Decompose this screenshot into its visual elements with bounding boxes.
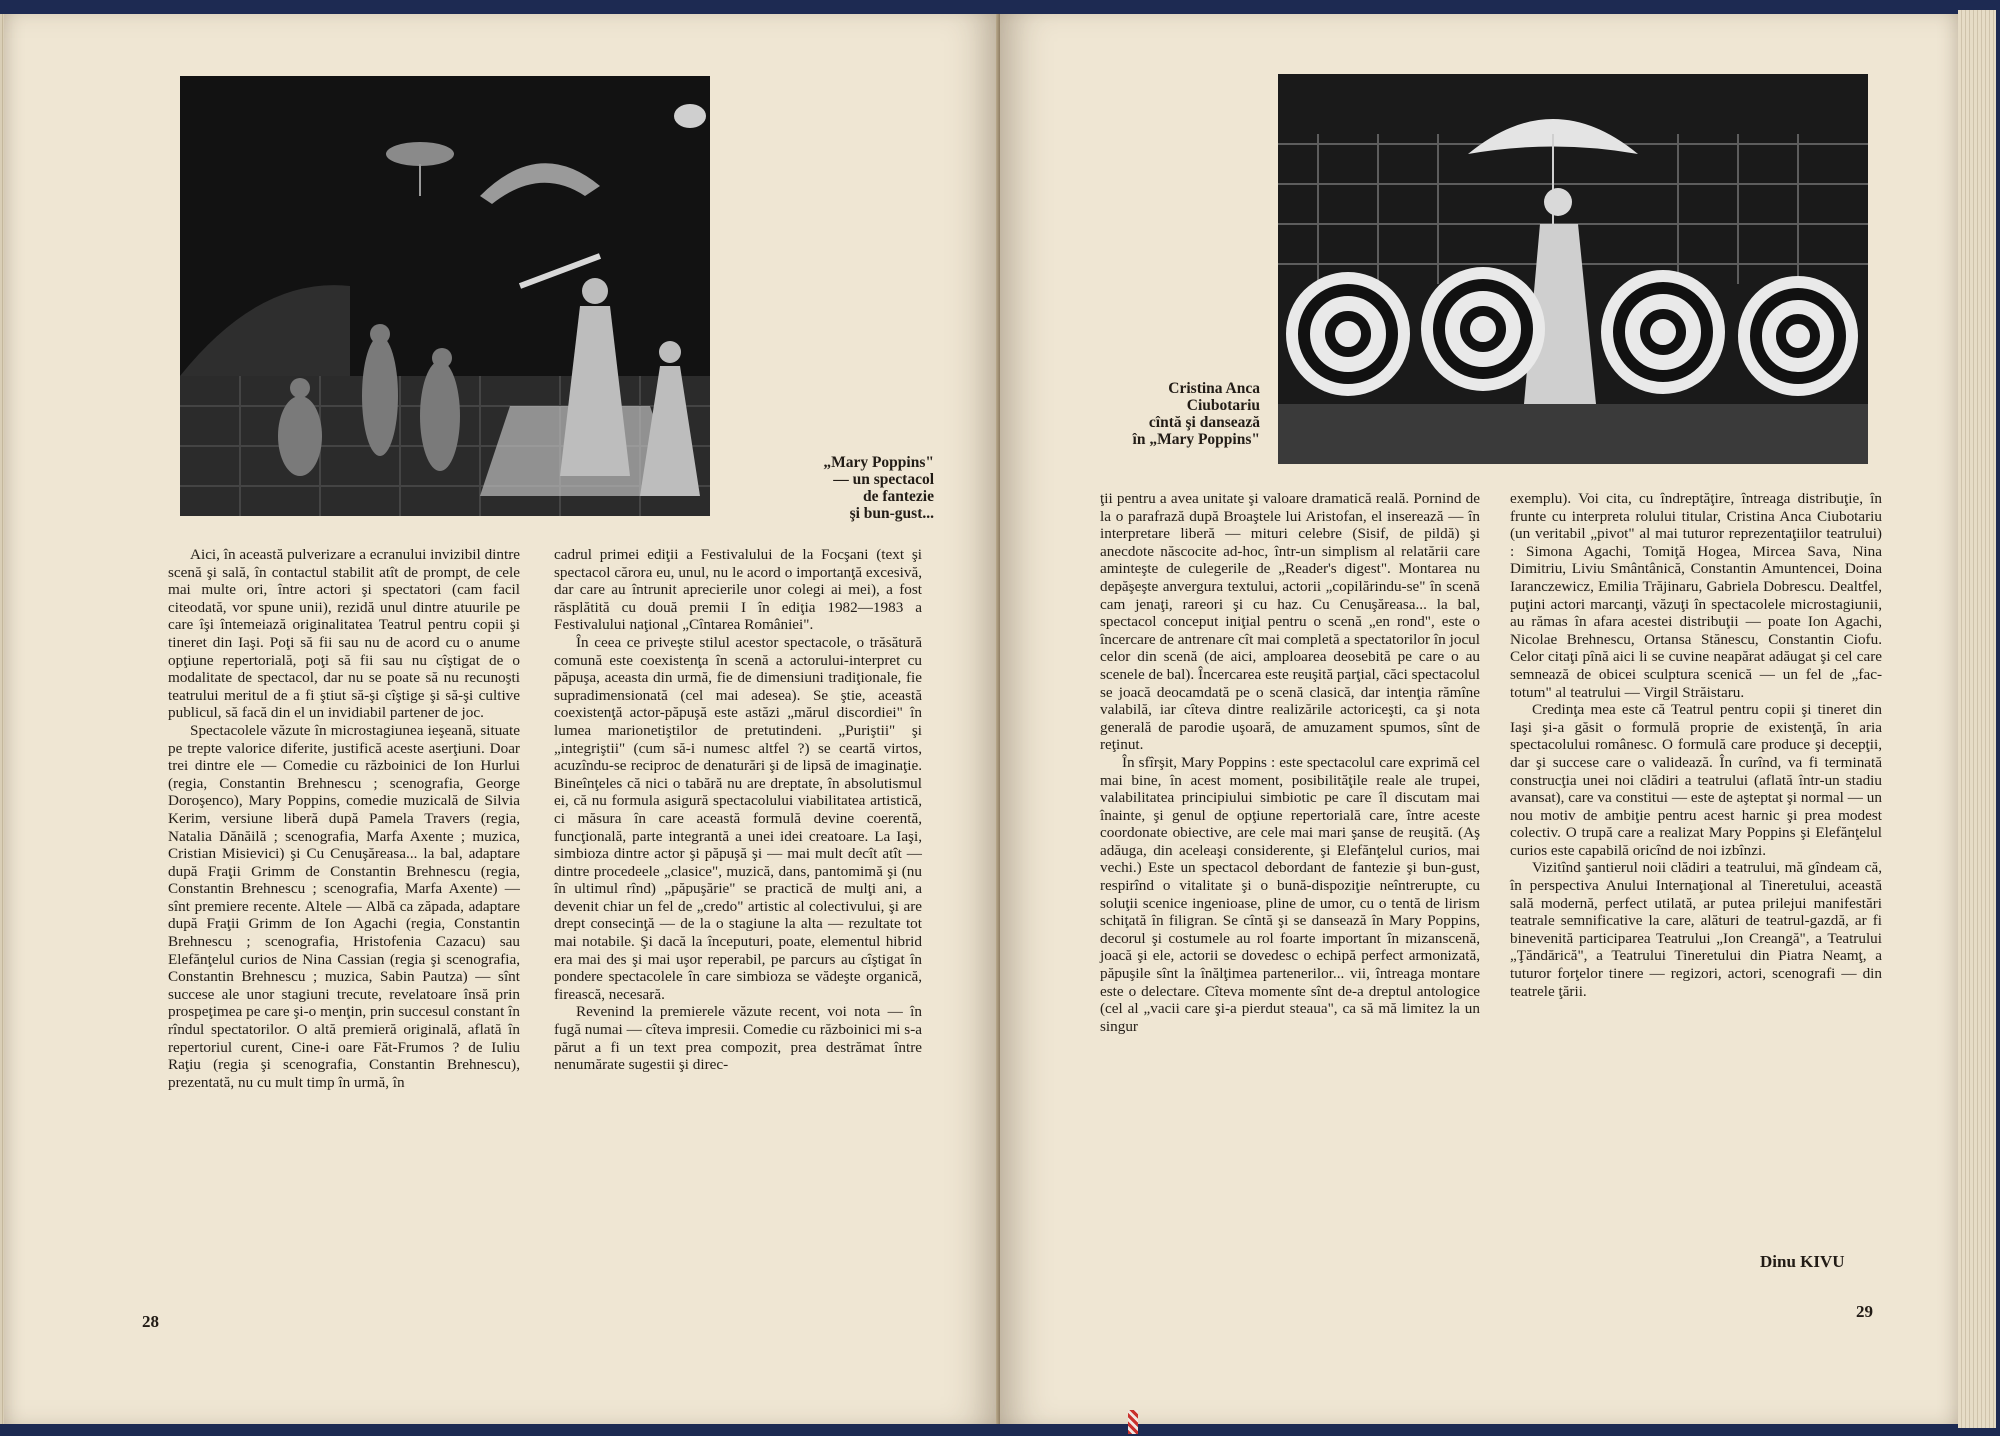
page-edges-right [1958,10,1996,1428]
author-signature: Dinu KIVU [1760,1252,1845,1271]
photo-caption: „Mary Poppins" — un spectacol de fantezie şi bun-gust... [823,454,934,522]
paragraph: exemplu). Voi cita, cu îndreptăţire, întreaga distribuţie, în frunte cu interpreta rolului titular, Cristina Anca Ciubotariu (un veritabil „pivot" al mai tuturor reprezentaţiilor teatrului) : Simona Agachi, Tomiţă Hogea, Mircea Sava, Nina Dimitriu, Liviu Smântânică, Constantin Amuntencei, Doina Iaranczewicz, Emilia Trăjinaru, Gabriela Dobrescu. Dealtfel, puţini actori marcanţi, văzuţi în spectacolele microstagiunii, au rămas în afara acestei distribuţii — poate Ion Agachi, Nicolae Brehnescu, Ortansa Stănescu, Constantin Ciofu. Celor citaţi pînă aici li se cuvine neapărat adăugat şi cel care semnează de obicei sculptura scenică — un fel de „fac-totum" al teatrului — Virgil Străistaru. [1510,490,1882,701]
paragraph: cadrul primei ediţii a Festivalului de la Focşani (text şi spectacol cărora eu, unul, nu le acord o importanţă excesivă, dar care au întrunit aprecierile unor colegi ai mei), a fost răsplătită cu două premii I în ediţia 1982—1983 a Festivalului naţional „Cîntarea României". [554,546,922,634]
paragraph: Aici, în această pulverizare a ecranului invizibil dintre scenă şi sală, în contactul stabilit atît de prompt, de cele mai multe ori, între actori şi spectatori (cam facil citeodată, vor spune unii), rezidă unul dintre atuurile pe care îşi întemeiază originalitatea Teatrul pentru copii şi tineret din Iaşi. Poţi să fii sau nu de acord cu o anume opţiune repertorială, poţi să fii sau nu cîştigat de o modalitate de spectacol, dar nu se poate să nu recunoşti teatrului meritul de a fi ştiut să-şi cîştige şi să-şi cultive publicul, să facă din el un invidiabil partener de joc. [168,546,520,722]
paragraph: Revenind la premierele văzute recent, voi nota — în fugă numai — cîteva impresii. Comedie cu războinici mi s-a părut a fi un text prea compozit, prea destrămat între nenumărate sugestii şi direc- [554,1003,922,1074]
page-number: 28 [142,1312,159,1331]
left-page [4,14,998,1424]
article-column-2 [554,546,922,1074]
paragraph: Spectacolele văzute în microstagiunea ieşeană, situate pe trepte valorice diferite, justifică aceste aserţiuni. Doar trei dintre ele — Comedie cu războinici de Ion Hurlui (regia, Constantin Brehnescu ; scenografia, George Doroşenco), Mary Poppins, comedie muzicală de Silvia Kerim, versiune liberă după Pamela Travers (regia, Natalia Dănăilă ; scenografia, Marfa Axente ; muzica, Cristian Misievici) şi Cu Cenuşăreasa... la bal, adaptare după Fraţii Grimm de Constantin Brehnescu (regia, Constantin Brehnescu ; scenografia, Marfa Axente) — sînt premiere recente. Altele — Albă ca zăpada, adaptare după Fraţii Grimm de Ion Agachi (regia, Constantin Brehnescu ; scenografia, Hristofenia Cazacu) sau Elefănţelul curios de Nina Cassian (regia şi scenografia, Constantin Brehnescu ; muzica, Sabin Pautza) — sînt succese ale unor stagiuni trecute, revelatoare însă prin prospeţimea pe care şi-o menţin, prin succesul constant în rîndul spectatorilor. O altă premieră originală, aflată în repertoriul curent, Cine-i oare Făt-Frumos ? de Iuliu Raţiu (regia şi scenografia, Constantin Brehnescu), prezentată, nu cu mult timp în urmă, în [168,721,520,1091]
right-page [1000,14,1958,1424]
paragraph: Vizitînd şantierul noii clădiri a teatrului, mă gîndeam că, în perspectiva Anului Internaţional al Tineretului, această sală modernă, perfect utilată, ar putea prilejui manifestări teatrale semnificative la care, alături de teatrul-gazdă, ar fi binevenită participarea Teatrului „Ion Creangă", a Teatrului „Ţăndărică", a Teatrului Tineretului din Piatra Neamţ, a tuturor forţelor tinere — regizori, actori, scenografi — din teatrele ţării. [1510,859,1882,1000]
paragraph: ţii pentru a avea unitate şi valoare dramatică reală. Pornind de la o parafrază după Broaştele lui Aristofan, el inserează — în interpretare liberă — mituri celebre (Sisif, de pildă) şi anecdote născocite ad-hoc, într-un simplism al relatării care aminteşte de culegerile de „Reader's digest". Montarea nu depăşeşte anvergura textului, actorii „copilărindu-se" în scenă cam jenaţi, rareori şi cu haz. Cu Cenuşăreasa... la bal, spectacol conceput iniţial pentru o scenă „en rond", este o încercare de antrenare cît mai completă a spectatorilor în jocul celor din scenă (de aici, amploarea deosebită pe care o au scenele de bal). Încercarea este reuşită parţial, căci spectacolul se joacă deocamdată pe o scenă clasică, dar intenţia rămîne valabilă, iar cîteva dintre realizările actoriceşti, ca şi nota generală de parodie uşoară, de amuzament spumos, sînt de reţinut. [1100,490,1480,754]
paragraph: În sfîrşit, Mary Poppins : este spectacolul care exprimă cel mai bine, în acest moment, posibilităţile reale ale trupei, valabilitatea principiului simbiotic pe care îl discutam mai înainte, şi genul de opţiune repertorială care, între aceste coordonate obiective, are cele mai mari şanse de reuşită. (Aş adăuga, din aceleaşi considerente, şi Elefănţelul curios, mai vechi.) Este un spectacol debordant de fantezie şi bun-gust, respirînd o vitalitate şi o bună-dispoziţie neîntrerupte, cu soluţii scenice ingenioase, pline de umor, cu o tentă de lirism schiţată în filigran. Se cîntă şi se dansează în Mary Poppins, decorul şi costumele au rol foarte important în mizanscenă, joacă şi ele, actorii se dovedesc o echipă perfect armonizată, păpuşile sînt la înălţimea partenerilor... vii, întreaga montare este o delectare. Cîteva momente sînt de-a dreptul antologice (cel al „vacii care şi-a pierdut steaua", ca să mă limitez la un singur [1100,753,1480,1035]
article-column-3 [1100,490,1480,1035]
article-column-4 [1510,490,1882,1000]
stage-photo-cristina-anca-ciubotariu [1278,74,1868,464]
stage-photo-mary-poppins-ensemble [180,76,710,516]
page-number: 29 [1856,1302,1873,1321]
article-column-1 [168,546,520,1091]
bookmark-ribbon [1128,1410,1138,1434]
photo-caption: Cristina Anca Ciubotariu cîntă şi dansează în „Mary Poppins" [1132,380,1260,448]
paragraph: În ceea ce priveşte stilul acestor spectacole, o trăsătură comună este coexistenţa în scenă a actorului-interpret cu păpuşa, aceasta din urmă, fie de dimensiuni tradiţionale, fie supradimensionată (cel mai adesea). Se ştie, această coexistenţă actor-păpuşă este astăzi „mărul discordiei" în lumea marionetiştilor de pretutindeni. „Puriştii" şi „integriştii" (cum să-i numesc altfel ?) se ceartă virtos, acuzîndu-se reciproc de denaturări şi de lipsă de imaginaţie. Bineînţeles că nici o tabără nu are dreptate, în absolutismul ei, că nu formula asigură spectacolului viabilitatea artistică, ci măsura în care această formulă devine coerentă, funcţională, parte integrantă a unei idei creatoare. La Iaşi, simbioza dintre actor şi păpuşă şi — mai mult decît atît — dintre procedeele „clasice", muzică, dans, pantomimă şi (nu în ultimul rînd) „păpuşărie" se practică de mulţi ani, a devenit chiar un fel de „credo" artistic al colectivului, şi are drept consecinţă — de la o stagiune la alta — rezultate tot mai notabile. Şi dacă la începuturi, poate, elementul hibrid era mai des şi mai uşor reperabil, pe parcurs au cîştigat în pondere spectacolele în care simbioza se vădeşte organică, firească, necesară. [554,633,922,1003]
paragraph: Credinţa mea este că Teatrul pentru copii şi tineret din Iaşi şi-a găsit o formulă proprie de existenţă, în aria spectacolului românesc. O formulă care produce şi decepţii, dar şi succese care o validează. În curînd, va fi terminată construcţia unei noi clădiri a teatrului (aflată într-un stadiu avansat), care va constitui — este de aşteptat şi normal — un nou motiv de ambiţie pentru acest harnic şi prea modest colectiv. O trupă care a realizat Mary Poppins şi Elefănţelul curios este capabilă oricînd de noi izbînzi. [1510,701,1882,859]
